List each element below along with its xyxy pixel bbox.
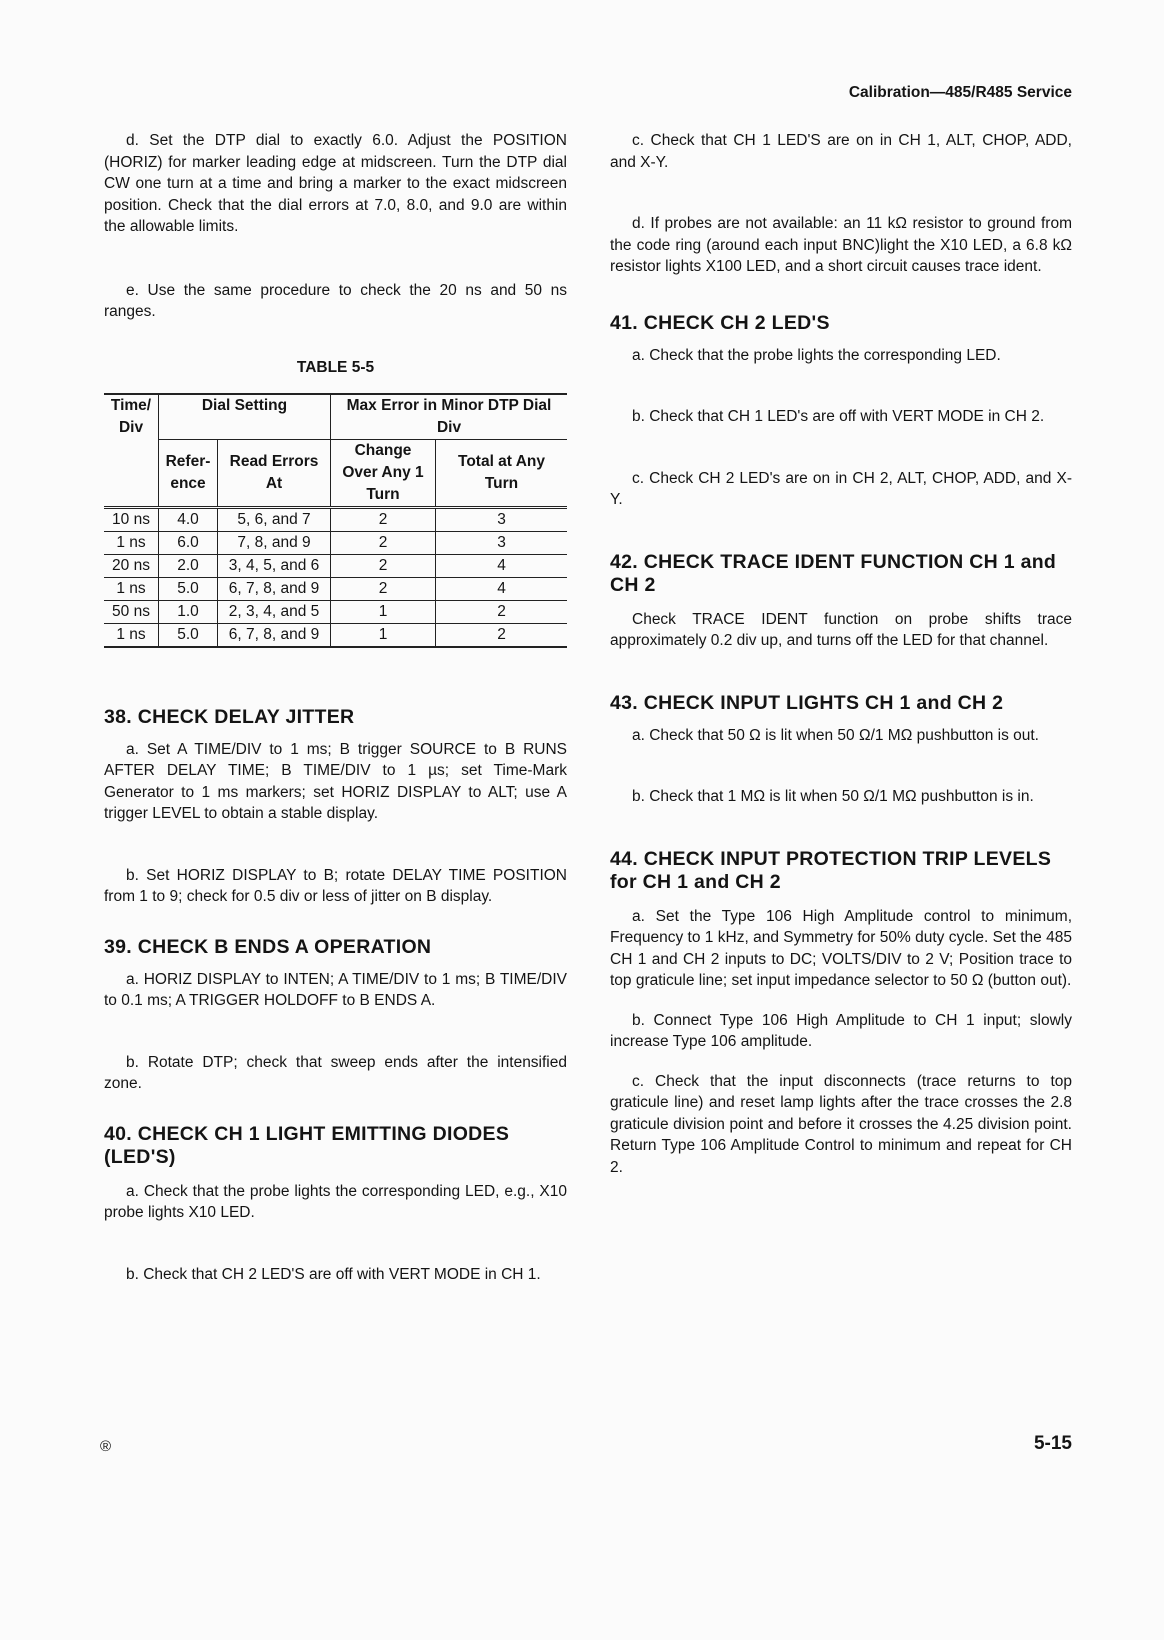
cell-change-over: 2: [331, 507, 436, 531]
revision-mark: ®: [100, 1438, 112, 1455]
cell-read-errors: 5, 6, and 7: [218, 507, 331, 531]
table-row: [104, 507, 567, 531]
page-number: 5-15: [1033, 1433, 1072, 1454]
header-dial-setting: Dial Setting: [159, 394, 331, 440]
cell-time-div: 50 ns: [104, 600, 159, 623]
section-38-step-a: a. Set A TIME/DIV to 1 ms; B trigger SOURCE to B RUNS AFTER DELAY TIME; B TIME/DIV to 1 µs; set Time-Mark Generator to 1 ms markers; set HORIZ DISPLAY to ALT; use A trigger LEVEL to obtain a stable display.: [104, 740, 567, 822]
cell-reference: 1.0: [159, 600, 218, 623]
table-row: [104, 554, 567, 577]
section-39-title: 39. CHECK B ENDS A OPERATION: [104, 935, 432, 958]
table-5-5: [104, 393, 567, 648]
section-43-step-b: b. Check that 1 MΩ is lit when 50 Ω/1 MΩ pushbutton is in.: [632, 788, 1034, 805]
cell-change-over: 2: [331, 531, 436, 554]
table-title: TABLE 5-5: [296, 358, 375, 376]
header-change-over: Change Over Any 1 Turn: [331, 439, 436, 507]
table-row: [104, 600, 567, 623]
header-max-error: Max Error in Minor DTP Dial Div: [331, 394, 568, 440]
cell-read-errors: 6, 7, 8, and 9: [218, 577, 331, 600]
cell-read-errors: 3, 4, 5, and 6: [218, 554, 331, 577]
cell-total: 2: [436, 600, 568, 623]
cell-time-div: 20 ns: [104, 554, 159, 577]
section-39-step-b: b. Rotate DTP; check that sweep ends after the intensified zone.: [104, 1053, 567, 1092]
section-43-title: 43. CHECK INPUT LIGHTS CH 1 and CH 2: [610, 691, 1004, 714]
section-40-step-a: a. Check that the probe lights the corresponding LED, e.g., X10 probe lights X10 LED.: [104, 1182, 567, 1221]
cell-read-errors: 6, 7, 8, and 9: [218, 623, 331, 647]
step-d-paragraph: d. If probes are not available: an 11 kΩ resistor to ground from the code ring (around each input BNC)light the X10 LED, a 6.8 kΩ resistor lights X100 LED, and a short circuit causes trace ident.: [610, 215, 1072, 275]
cell-reference: 6.0: [159, 531, 218, 554]
section-41-title: 41. CHECK CH 2 LED'S: [610, 311, 830, 334]
table-row: [104, 531, 567, 554]
cell-total: 3: [436, 531, 568, 554]
cell-total: 4: [436, 554, 568, 577]
step-e-paragraph: e. Use the same procedure to check the 20 ns and 50 ns ranges.: [104, 281, 567, 320]
cell-total: 4: [436, 577, 568, 600]
header-total: Total at Any Turn: [436, 439, 568, 507]
running-header: Calibration—485/R485 Service: [848, 84, 1072, 101]
cell-change-over: 1: [331, 600, 436, 623]
section-41-step-b: b. Check that CH 1 LED's are off with VERT MODE in CH 2.: [632, 408, 1045, 425]
section-41-step-a: a. Check that the probe lights the corresponding LED.: [632, 346, 1001, 364]
header-time-div: Time/ Div: [104, 394, 159, 508]
cell-total: 2: [436, 623, 568, 647]
header-read-errors: Read Errors At: [218, 439, 331, 507]
section-44-step-c: c. Check that the input disconnects (trace returns to top graticule line) and reset lamp lights after the trace crosses the 2.8 graticule division point and before it crosses the 4.25 division point. Return Type 106 Amplitude Control to minimum and repeat for CH 2.: [610, 1072, 1072, 1176]
section-44-title: 44. CHECK INPUT PROTECTION TRIP LEVELS for CH 1 and CH 2: [610, 847, 1052, 893]
cell-change-over: 2: [331, 577, 436, 600]
cell-time-div: 1 ns: [104, 577, 159, 600]
cell-time-div: 10 ns: [104, 507, 159, 531]
header-reference: Refer- ence: [159, 439, 218, 507]
section-42-paragraph: Check TRACE IDENT function on probe shifts trace approximately 0.2 div up, and turns off the LED for that channel.: [610, 610, 1072, 649]
table-row: [104, 623, 567, 647]
section-40-title: 40. CHECK CH 1 LIGHT EMITTING DIODES (LED'S): [104, 1122, 510, 1168]
left-column: [104, 130, 567, 1285]
step-c-paragraph: c. Check that CH 1 LED'S are on in CH 1, ALT, CHOP, ADD, and X-Y.: [610, 132, 1072, 171]
cell-read-errors: 2, 3, 4, and 5: [218, 600, 331, 623]
table-row: [104, 577, 567, 600]
cell-time-div: 1 ns: [104, 531, 159, 554]
right-column: [610, 130, 1072, 1178]
section-39-step-a: a. HORIZ DISPLAY to INTEN; A TIME/DIV to 1 ms; B TIME/DIV to 0.1 ms; A TRIGGER HOLDOFF to B ENDS A.: [104, 970, 567, 1009]
section-38-title: 38. CHECK DELAY JITTER: [104, 705, 355, 728]
section-43-step-a: a. Check that 50 Ω is lit when 50 Ω/1 MΩ pushbutton is out.: [632, 726, 1039, 744]
section-40-step-b: b. Check that CH 2 LED'S are off with VERT MODE in CH 1.: [126, 1265, 541, 1283]
section-44-step-b: b. Connect Type 106 High Amplitude to CH 1 input; slowly increase Type 106 amplitude.: [610, 1011, 1072, 1050]
cell-reference: 2.0: [159, 554, 218, 577]
section-41-step-c: c. Check CH 2 LED's are on in CH 2, ALT, CHOP, ADD, and X-Y.: [610, 469, 1072, 508]
cell-reference: 5.0: [159, 623, 218, 647]
cell-total: 3: [436, 507, 568, 531]
section-38-step-b: b. Set HORIZ DISPLAY to B; rotate DELAY TIME POSITION from 1 to 9; check for 0.5 div or less of jitter on B display.: [104, 866, 567, 905]
cell-reference: 4.0: [159, 507, 218, 531]
cell-read-errors: 7, 8, and 9: [218, 531, 331, 554]
section-44-step-a: a. Set the Type 106 High Amplitude control to minimum, Frequency to 1 kHz, and Symmetry for 50% duty cycle. Set the 485 CH 1 and CH 2 inputs to DC; VOLTS/DIV to 2 V; Position trace to top graticule line; set input impedance selector to 50 Ω (button out).: [610, 907, 1072, 989]
section-42-title: 42. CHECK TRACE IDENT FUNCTION CH 1 and CH 2: [610, 550, 1057, 596]
cell-time-div: 1 ns: [104, 623, 159, 647]
cell-change-over: 2: [331, 554, 436, 577]
cell-change-over: 1: [331, 623, 436, 647]
step-d-paragraph: d. Set the DTP dial to exactly 6.0. Adjust the POSITION (HORIZ) for marker leading edge at midscreen. Turn the DTP dial CW one turn at a time and bring a marker to the exact midscreen position. Check that the dial errors at 7.0, 8.0, and 9.0 are within the allowable limits.: [104, 132, 567, 235]
cell-reference: 5.0: [159, 577, 218, 600]
